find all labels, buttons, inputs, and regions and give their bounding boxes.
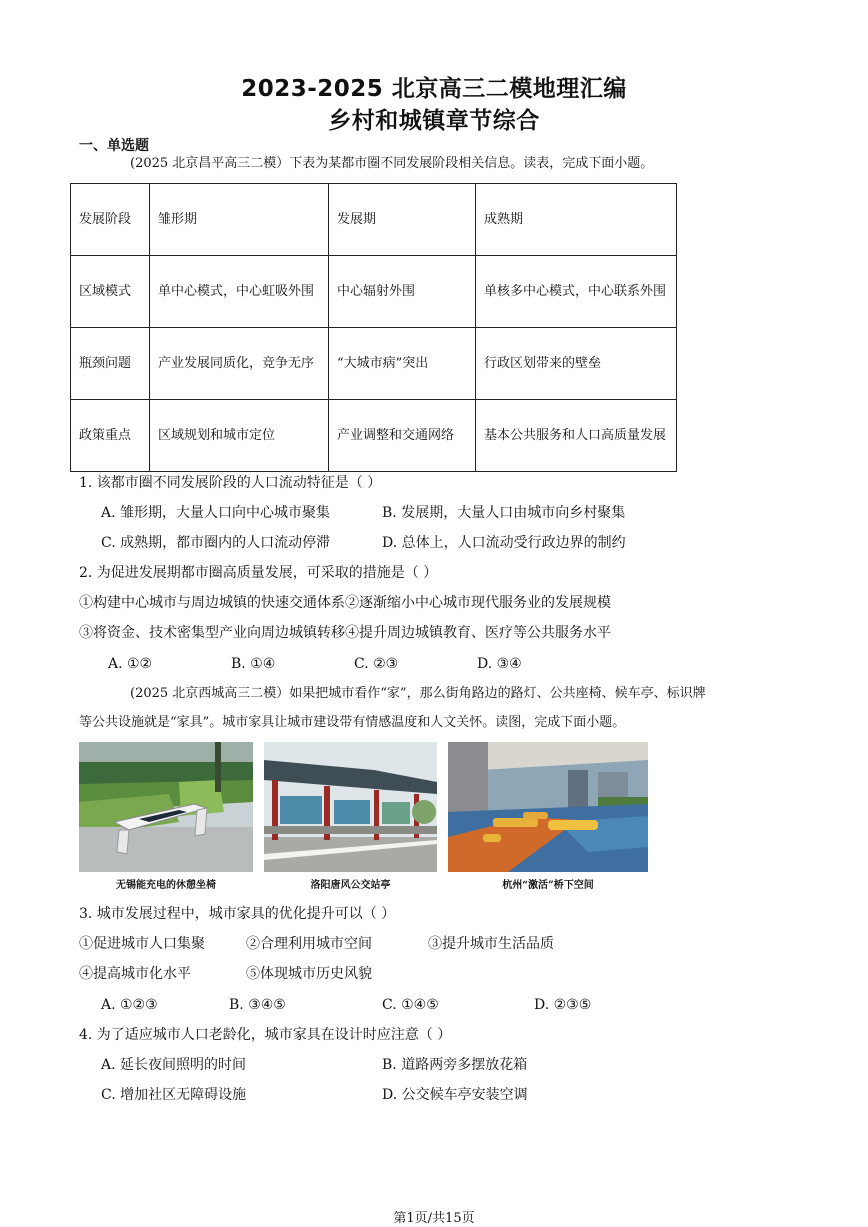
photo-caption-1: 无锡能充电的休憩坐椅 [116,880,216,891]
document-title: 2023-2025 北京高三二模地理汇编 [241,76,627,102]
table-cell: 区域规划和城市定位 [150,400,329,472]
table-cell: 发展阶段 [71,184,150,256]
question-2-option-c: C. ②③ [354,656,399,672]
intro-paragraph-1: (2025 北京昌平高三二模）下表为某都市圈不同发展阶段相关信息。读表，完成下面小题。 [130,156,654,171]
table-cell: 雏形期 [150,184,329,256]
document-subtitle: 乡村和城镇章节综合 [328,108,540,134]
question-3-stem: 3. 城市发展过程中，城市家具的优化提升可以（ ） [79,906,396,922]
charging-bench-photo [79,742,253,872]
question-1-option-a: A. 雏形期，大量人口向中心城市聚集 [101,505,331,521]
table-cell: 成熟期 [476,184,677,256]
table-row [71,400,677,472]
photo-caption-3: 杭州“激活”桥下空间 [502,880,594,891]
table-row [71,184,677,256]
question-3-statement-3: ③提升城市生活品质 [428,936,554,952]
section-heading: 一、单选题 [79,138,149,154]
intro-paragraph-2-line-2: 等公共设施就是“家具”。城市家具让城市建设带有情感温度和人文关怀。读图，完成下面小题。 [79,715,626,730]
table-cell: 区域模式 [71,256,150,328]
question-2-statements-2: ③将资金、技术密集型产业向周边城镇转移④提升周边城镇教育、医疗等公共服务水平 [79,625,611,641]
table-row [71,256,677,328]
question-4-option-d: D. 公交候车亭安装空调 [382,1087,528,1103]
question-4-option-b: B. 道路两旁多摆放花箱 [382,1057,528,1073]
table-cell: 瓶颈问题 [71,328,150,400]
question-2-option-b: B. ①④ [231,656,276,672]
question-1-option-d: D. 总体上，人口流动受行政边界的制约 [382,535,626,551]
question-4-option-a: A. 延长夜间照明的时间 [101,1057,247,1073]
question-2-option-a: A. ①② [108,656,153,672]
table-cell: “大城市病”突出 [329,328,476,400]
under-bridge-space-photo [448,742,648,872]
question-3-statement-1: ①促进城市人口集聚 [79,936,205,952]
intro-paragraph-2-line-1: (2025 北京西城高三二模）如果把城市看作“家”，那么街角路边的路灯、公共座椅、候车亭、标识牌 [130,686,706,701]
table-cell: 政策重点 [71,400,150,472]
question-3-option-b: B. ③④⑤ [229,997,286,1013]
table-cell: 中心辐射外围 [329,256,476,328]
development-stage-table [70,183,677,472]
table-cell: 单中心模式，中心虹吸外围 [150,256,329,328]
question-1-stem: 1. 该都市圈不同发展阶段的人口流动特征是（ ） [79,475,382,491]
table-row [71,328,677,400]
question-1-option-c: C. 成熟期，都市圈内的人口流动停滞 [101,535,331,551]
question-2-statements-1: ①构建中心城市与周边城镇的快速交通体系②逐渐缩小中心城市现代服务业的发展规模 [79,595,611,611]
question-3-statement-2: ②合理利用城市空间 [246,936,372,952]
table-cell: 发展期 [329,184,476,256]
question-4-option-c: C. 增加社区无障碍设施 [101,1087,247,1103]
photo-caption-2: 洛阳唐风公交站亭 [310,880,391,891]
question-4-stem: 4. 为了适应城市人口老龄化，城市家具在设计时应注意（ ） [79,1027,452,1043]
question-3-statement-4: ④提高城市化水平 [79,966,191,982]
question-2-stem: 2. 为促进发展期都市圈高质量发展，可采取的措施是（ ） [79,565,438,581]
question-3-option-d: D. ②③⑤ [534,997,592,1013]
table-cell: 产业发展同质化，竞争无序 [150,328,329,400]
question-1-option-b: B. 发展期，大量人口由城市向乡村聚集 [382,505,626,521]
question-3-statement-5: ⑤体现城市历史风貌 [246,966,372,982]
tang-style-bus-shelter-photo [264,742,437,872]
question-3-option-c: C. ①④⑤ [382,997,439,1013]
table-cell: 行政区划带来的壁垒 [476,328,677,400]
table-cell: 产业调整和交通网络 [329,400,476,472]
question-3-option-a: A. ①②③ [101,997,158,1013]
table-cell: 基本公共服务和人口高质量发展 [476,400,677,472]
page-number: 第1页/共15页 [393,1211,475,1226]
table-cell: 单核多中心模式，中心联系外围 [476,256,677,328]
question-2-option-d: D. ③④ [477,656,522,672]
